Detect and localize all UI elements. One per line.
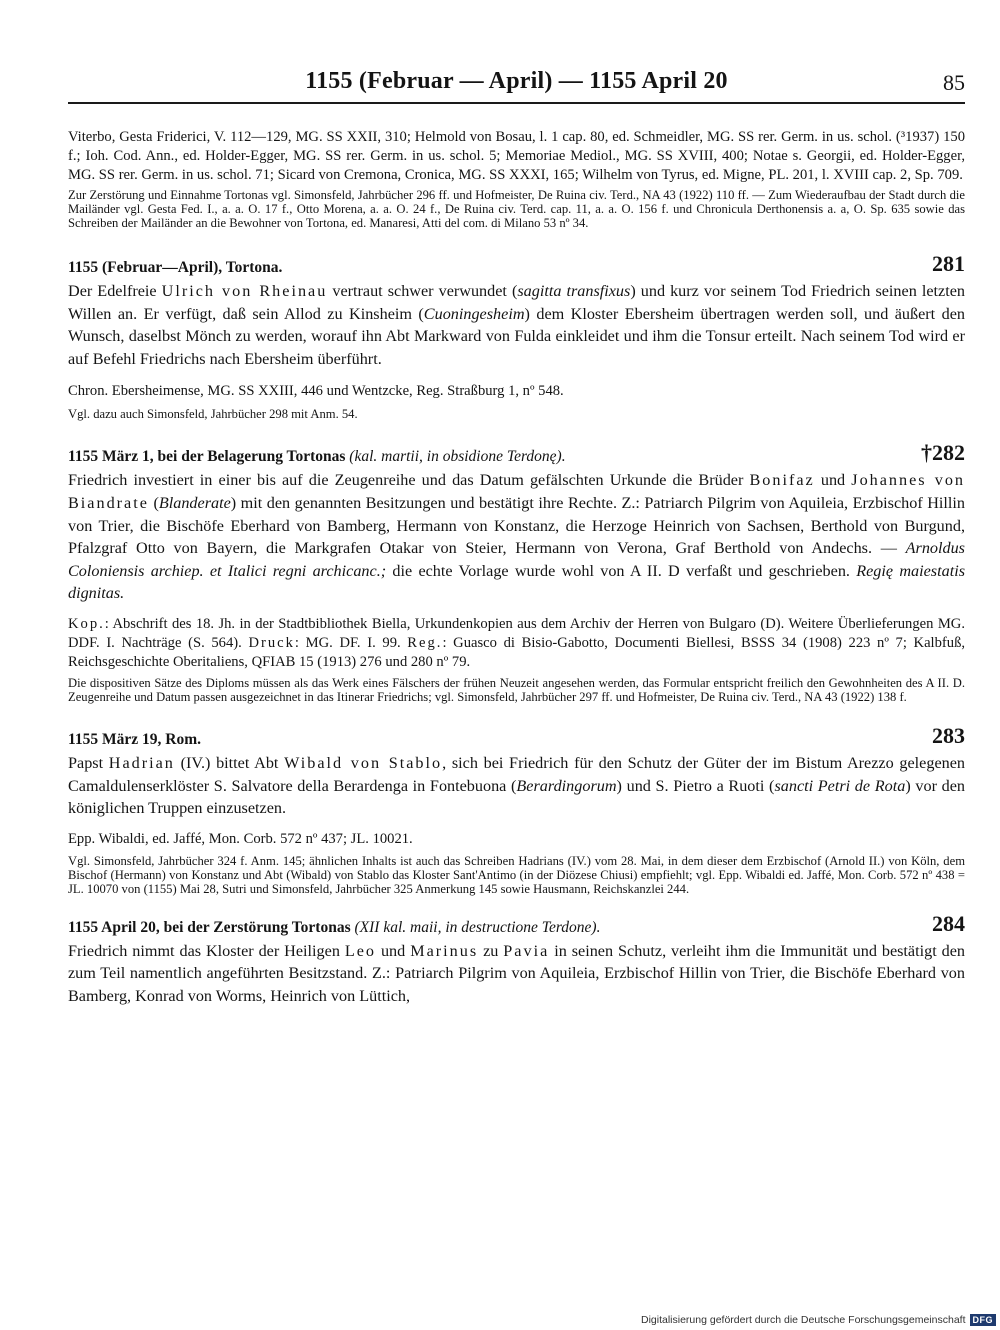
entry-sources: Kop.: Abschrift des 18. Jh. in der Stadtbibliothek Biella, Urkundenkopien aus dem Archiv der Herren von Bulgaro (D). Weitere Überlieferungen MG. DDF. I. Nachträge (S. 564). Druck: MG. DF. I. 99. Reg.: Guasco di Bisio-Gabotto, Documenti Biellesi, BSSS 34 (1908) 223 nº 7; Kalbfuß, Reichsgeschichte Oberitaliens, QFIAB 15 (1913) 276 und 280 nº 79. [68, 615, 966, 670]
page-number: 85 [943, 70, 965, 95]
regest-entry-281 [68, 251, 965, 422]
entry-heading [68, 440, 965, 467]
entry-date-place: 1155 März 1, bei der Belagerung Tortonas [68, 448, 346, 466]
entry-heading [68, 910, 965, 938]
top-note: Zur Zerstörung und Einnahme Tortonas vgl. Simonsfeld, Jahrbücher 296 ff. und Hofmeister, De Ruina civ. Terd., NA 43 (1922) 110 ff. — Zum Wiederaufbau der Stadt durch die Mailänder vgl. Gesta Fed. I., a. a. O. 17 f., Otto Morena, a. a. O. 24 f., De Ruina civ. Terd. cap. 11, a. a. O. 156 f. und Chronicula Derthonensis a. a, O. Sp. 635 sowie das Schreiben der Mailänder an die Bewohner von Tortona, ed. Manaresi, Atti del com. di Milano 53 nº 34. [68, 188, 965, 230]
top-sources: Viterbo, Gesta Friderici, V. 112—129, MG. SS XXII, 310; Helmold von Bosau, l. 1 cap. 80, ed. Schmeidler, MG. SS rer. Germ. in us. schol. (³1937) 150 f.; Ioh. Cod. Ann., ed. Holder-Egger, MG. SS rer. Germ. in us. schol. 5; Memoriae Mediol., MG. SS XVIII, 400; Notae s. Georgii, ed. Holder-Egger, MG. SS rer. Germ. in us. schol. 71; Sicard von Cremona, Cronica, MG. SS XXXI, 165; Wilhelm von Tyrus, ed. Migne, PL. 201, l. XVIII cap. 2, Sp. 709. [68, 129, 965, 183]
entry-body: Papst Hadrian (IV.) bittet Abt Wibald von Stablo, sich bei Friedrich für den Schutz der Güter der im Bistum Arezzo gelegenen Camaldulenserklöster S. Salvatore della Berardenga in Fontebuona (Berardingorum) und S. Pietro a Ruoti (sancti Petri de Rota) vor den königlichen Truppen einzusetzen. [68, 753, 965, 818]
regest-entry-282 [68, 440, 966, 704]
document-page [68, 64, 965, 1008]
entry-sources: Epp. Wibaldi, ed. Jaffé, Mon. Corb. 572 nº 437; JL. 10021. [68, 830, 413, 847]
entry-body: Friedrich investiert in einer bis auf die Zeugenreihe und das Datum gefälschten Urkunde die Brüder Bonifaz und Johannes von Biandrate (Blanderate) mit den genannten Besitzungen und bestätigt ihre Rechte. Z.: Patriarch Pilgrim von Aquileia, Erzbischof Hillin von Trier, die Bischöfe Eberhard von Bamberg, Hermann von Konstanz, die Herzoge Heinrich von Sachsen, Berthold von Burgund, Pfalzgraf Otto von Bayern, die Markgrafen Otakar von Steier, Hermann von Verona, Graf Berthold von Andechs. — Arnoldus Coloniensis archiep. et Italici regni archicanc.; die echte Vorlage wurde wohl von A II. D verfaßt und geschrieben. Regię maiestatis dignitas. [68, 471, 966, 603]
entry-sources: Chron. Ebersheimense, MG. SS XXIII, 446 und Wentzcke, Reg. Straßburg 1, nº 548. [68, 383, 564, 400]
regest-entry-283 [68, 722, 965, 896]
person-name: Bonifaz [749, 471, 815, 490]
person-name: Hadrian [108, 753, 175, 772]
funding-footer [641, 1314, 996, 1326]
running-head [68, 64, 965, 104]
entry-date-place: 1155 April 20, bei der Zerstörung Tortonas [68, 918, 351, 936]
entry-date-latin: (kal. martii, in obsidione Terdonę). [349, 448, 566, 466]
regest-entry-284 [68, 910, 966, 1008]
entry-heading [68, 251, 965, 278]
person-name: Wibald von Stablo [284, 753, 443, 772]
entry-date-latin: (XII kal. maii, in destructione Terdone). [354, 918, 601, 936]
person-name: Ulrich von Rheinau [161, 282, 328, 300]
entry-body: Friedrich nimmt das Kloster der Heiligen Leo und Marinus zu Pavia in seinen Schutz, verleiht ihm die Immunität und bestätigt den zum Teil namentlich angeführten Besitzstand. Z.: Patriarch Pilgrim von Aquileia, Erzbischof Hillin von Trier, die Bischöfe Eberhard von Bamberg, Konrad von Worms, Heinrich von Lüttich, [68, 941, 966, 1005]
entry-note: Vgl. dazu auch Simonsfeld, Jahrbücher 298 mit Anm. 54. [68, 407, 358, 422]
dfg-logo-icon: DFG [970, 1314, 997, 1326]
running-title: 1155 (Februar — April) — 1155 April 20 [305, 68, 728, 94]
entry-number: 284 [932, 910, 965, 936]
entry-note: Vgl. Simonsfeld, Jahrbücher 324 f. Anm. 145; ähnlichen Inhalts ist auch das Schreiben Hadrians (IV.) vom 28. Mai, in dem dieser dem Erzbischof (Arnold II.) von Köln, dem Bischof (Hermann) von Konstanz und Abt (Wibald) von Stablo das Kloster Sant'Antimo (in der Diözese Chiusi) empfiehlt; vgl. Epp. Wibaldi ed. Jaffé, Mon. Corb. 572 nº 438 = JL. 10070 von (1155) Mai 28, Sutri und Simonsfeld, Jahrbücher 325 Anmerkung 145 sowie Hausmann, Reichskanzlei 244. [68, 853, 965, 896]
entry-date-place: 1155 März 19, Rom. [68, 730, 202, 748]
funding-text: Digitalisierung gefördert durch die Deutsche Forschungsgemeinschaft [640, 1314, 966, 1326]
entry-number: 283 [932, 722, 965, 748]
entry-heading [68, 722, 965, 750]
entry-number: 281 [932, 251, 965, 276]
person-name: Johannes von Biandrate [68, 471, 966, 512]
entry-note: Die dispositiven Sätze des Diploms müssen als das Werk eines Fälschers der frühen Neuzeit angesehen werden, das Formular entspricht freilich den Gewohnheiten des A II. D. Zeugenreihe und Datum passen ausgezeichnet in das Itinerar Friedrichs; vgl. Simonsfeld, Jahrbücher 297 ff. und Hofmeister, De Ruina civ. Terd., NA 43 (1922) 138 f. [68, 675, 965, 704]
person-name: Marinus [410, 941, 479, 960]
entry-body: Der Edelfreie Ulrich von Rheinau vertraut schwer verwundet (sagitta transfixus) und kurz vor seinem Tod Friedrich seinen letzten Willen an. Er verfügt, daß sein Allod zu Kinsheim (Cuoningesheim) dem Kloster Ebersheim übertragen werden soll, und äußert den Wunsch, daselbst Mönch zu werden, worauf ihn Abt Markward von Fulda einkleidet und ihm die Tonsur erteilt. Nach seinem Tod wird er auf Befehl Friedrichs nach Ebersheim überführt. [68, 282, 965, 368]
entry-date-place: 1155 (Februar—April), Tortona. [68, 259, 283, 276]
place-name: Pavia [503, 941, 550, 960]
person-name: Leo [344, 941, 377, 960]
entry-number: †282 [921, 440, 965, 466]
